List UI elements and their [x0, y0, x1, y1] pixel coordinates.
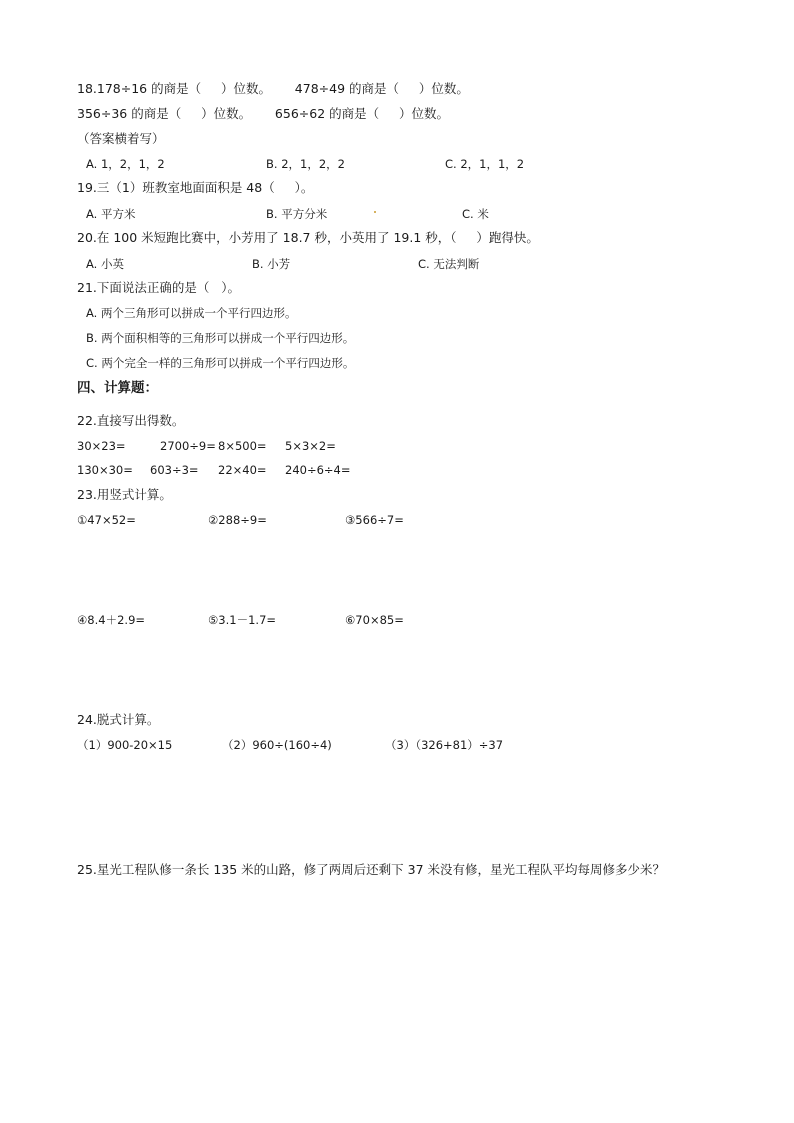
q19-option-c: C. 米 [462, 207, 489, 221]
q22-row2-item1: 130×30= [77, 463, 133, 477]
stray-dot [374, 211, 376, 213]
q24-item-3: （3）（326+81）÷37 [385, 738, 504, 752]
q20-option-a: A. 小英 [86, 257, 124, 271]
section-heading: 四、计算题： [77, 380, 158, 396]
q23-title: 23.用竖式计算。 [77, 487, 172, 502]
q18-option-a: A. 1，2，1，2 [86, 157, 165, 171]
q20-option-b: B. 小芳 [252, 257, 291, 271]
q23-item-5: ⑤3.1－1.7= [208, 613, 277, 627]
q24-item-2: （2）960÷(160÷4) [222, 738, 332, 752]
q23-item-3: ③566÷7= [345, 513, 404, 527]
q19-question: 19.三（1）班教室地面面积是 48（ ）。 [77, 180, 314, 195]
q21-option-c: C. 两个完全一样的三角形可以拼成一个平行四边形。 [86, 356, 355, 370]
q22-row2-item2: 603÷3= [150, 463, 199, 477]
q18-option-b: B. 2，1，2，2 [266, 157, 345, 171]
q22-row2-item3: 22×40= [218, 463, 267, 477]
q22-title: 22.直接写出得数。 [77, 413, 185, 428]
q22-row1-item1: 30×23= [77, 439, 126, 453]
q22-row1-item4: 5×3×2= [285, 439, 336, 453]
q23-item-4: ④8.4＋2.9= [77, 613, 146, 627]
q21-option-a: A. 两个三角形可以拼成一个平行四边形。 [86, 306, 297, 320]
q19-option-b: B. 平方分米 [266, 207, 328, 221]
q19-option-a: A. 平方米 [86, 207, 136, 221]
q21-option-b: B. 两个面积相等的三角形可以拼成一个平行四边形。 [86, 331, 355, 345]
q22-row2-item4: 240÷6÷4= [285, 463, 351, 477]
q23-item-6: ⑥70×85= [345, 613, 404, 627]
q20-question: 20.在 100 米短跑比赛中，小芳用了 18.7 秒，小英用了 19.1 秒，（ ）跑得快。 [77, 230, 539, 245]
q24-title: 24.脱式计算。 [77, 712, 160, 727]
q18-line2: 356÷36 的商是（ ）位数。 656÷62 的商是（ ）位数。 [77, 106, 449, 121]
q22-row1-item2: 2700÷9= [160, 439, 216, 453]
q18-note: （答案横着写） [77, 131, 165, 146]
q18-line1: 18.178÷16 的商是（ ）位数。 478÷49 的商是（ ）位数。 [77, 81, 469, 96]
q21-question: 21.下面说法正确的是（ ）。 [77, 280, 241, 295]
q22-row1-item3: 8×500= [218, 439, 267, 453]
q18-option-c: C. 2，1，1，2 [445, 157, 525, 171]
q23-item-1: ①47×52= [77, 513, 136, 527]
q23-item-2: ②288÷9= [208, 513, 267, 527]
q25-question: 25.星光工程队修一条长 135 米的山路，修了两周后还剩下 37 米没有修，星光工程队平均每周修多少米？ [77, 862, 666, 877]
q20-option-c: C. 无法判断 [418, 257, 480, 271]
q24-item-1: （1）900-20×15 [77, 738, 173, 752]
